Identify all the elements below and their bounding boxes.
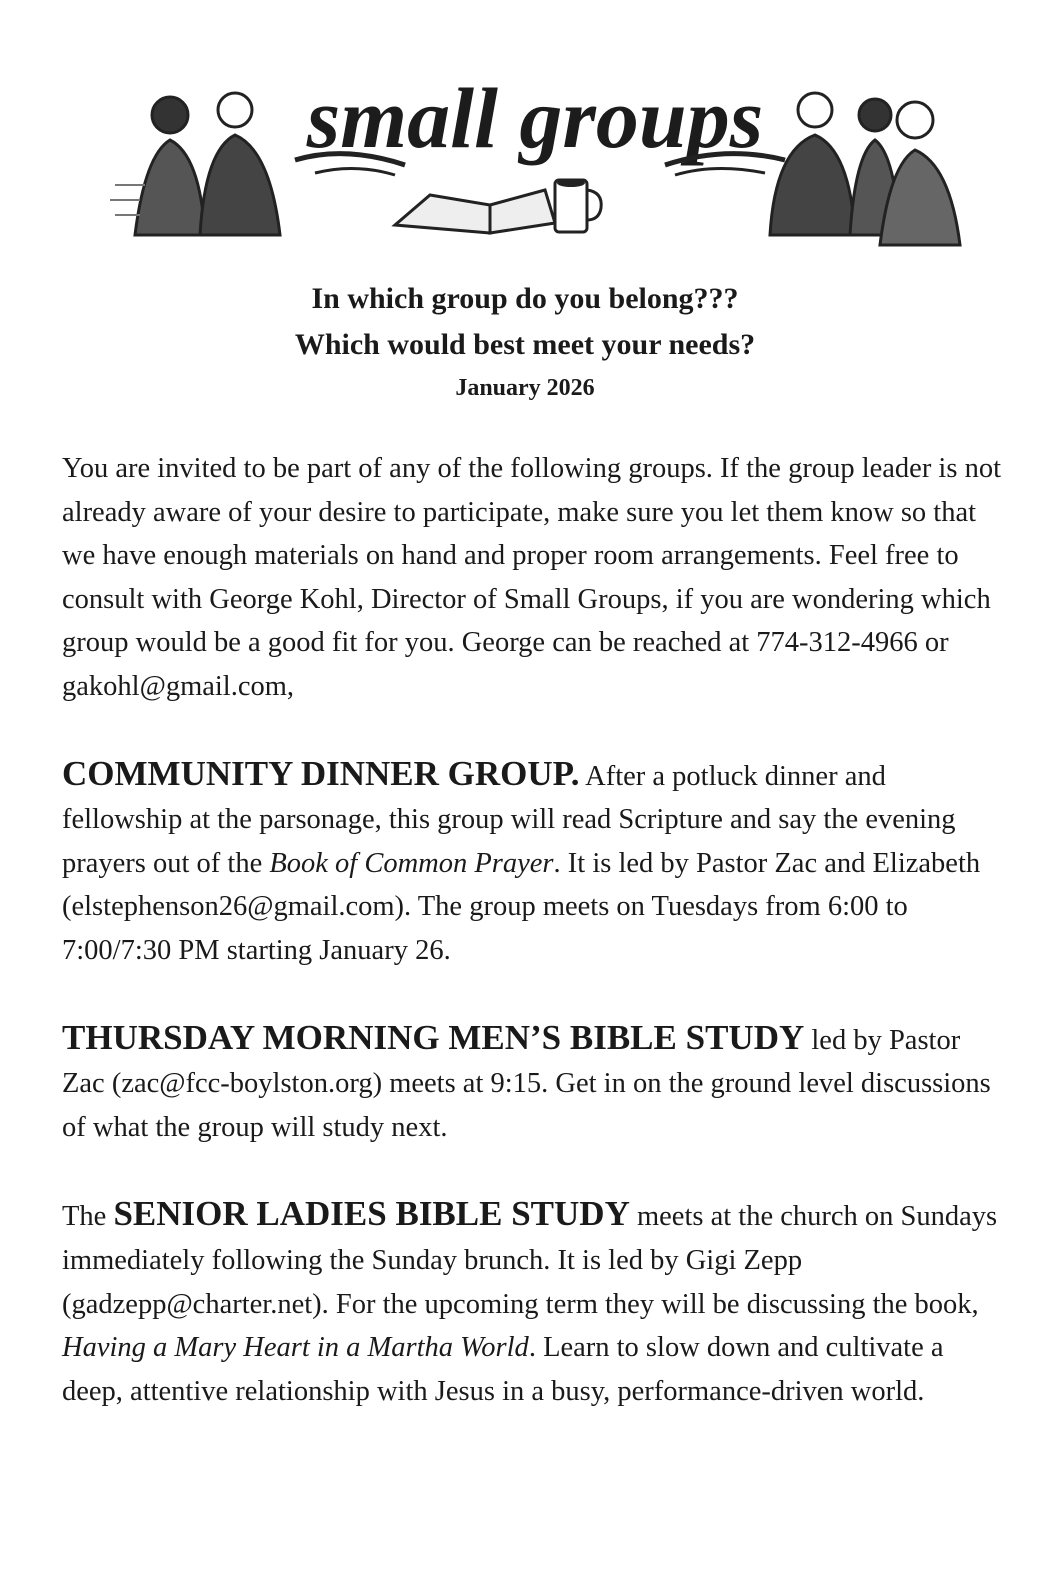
group-title: THURSDAY MORNING MEN’S BIBLE STUDY: [62, 1017, 805, 1057]
group-community-dinner: [62, 752, 1007, 973]
small-groups-logo-text: small groups: [306, 70, 764, 166]
group-prefix: The: [62, 1201, 114, 1233]
intro-paragraph: You are invited to be part of any of the following groups. If the group leader is not already aware of your desire to participate, make sure you let them know so that we have enough materials on hand and proper room arrangements. Feel free to consult with George Kohl, Director of Small Groups, if you are wondering which group would be a good fit for you. George can be reached at 774-312-4966 or gakohl@gmail.com,: [62, 453, 1001, 702]
heading-question-2: Which would best meet your needs?: [294, 328, 756, 361]
group-description-cont: . It is led by Pastor Zac and Elizabeth (elstephenson26@gmail.com). The group meets on Tuesdays from 6:00 to 7:00/7:30 PM starting January 26.: [62, 847, 981, 966]
document-body: [62, 447, 1007, 1456]
small-groups-banner: [105, 55, 965, 250]
group-mens-bible-study: [62, 1016, 1007, 1150]
page-heading: [0, 276, 1050, 408]
heading-date: January 2026: [455, 375, 595, 401]
group-title: SENIOR LADIES BIBLE STUDY: [113, 1194, 630, 1234]
group-title: COMMUNITY DINNER GROUP.: [62, 753, 580, 793]
heading-question-1: In which group do you belong???: [311, 282, 739, 315]
group-description: led by Pastor Zac (zac@fcc-boylston.org) meets at 9:15. Get in on the ground level discussions of what the group will study next.: [62, 1024, 991, 1143]
book-title: Having a Mary Heart in a Martha World: [62, 1332, 529, 1364]
people-illustration-left: [110, 93, 280, 235]
group-description: meets at the church on Sundays immediately following the Sunday brunch. It is led by Gigi Zepp (gadzepp@charter.net). For the upcoming term they will be discussing the book,: [62, 1201, 998, 1320]
people-illustration-right: [770, 93, 960, 245]
coffee-mug-icon: [555, 179, 601, 232]
book-title: Book of Common Prayer: [269, 847, 554, 879]
book-icon: [395, 190, 555, 233]
group-description: After a potluck dinner and fellowship at the parsonage, this group will read Scripture and say the evening prayers out of the: [62, 760, 956, 879]
group-senior-ladies: [62, 1192, 1007, 1413]
group-description-cont: . Learn to slow down and cultivate a deep, attentive relationship with Jesus in a busy, performance-driven world.: [62, 1332, 944, 1407]
